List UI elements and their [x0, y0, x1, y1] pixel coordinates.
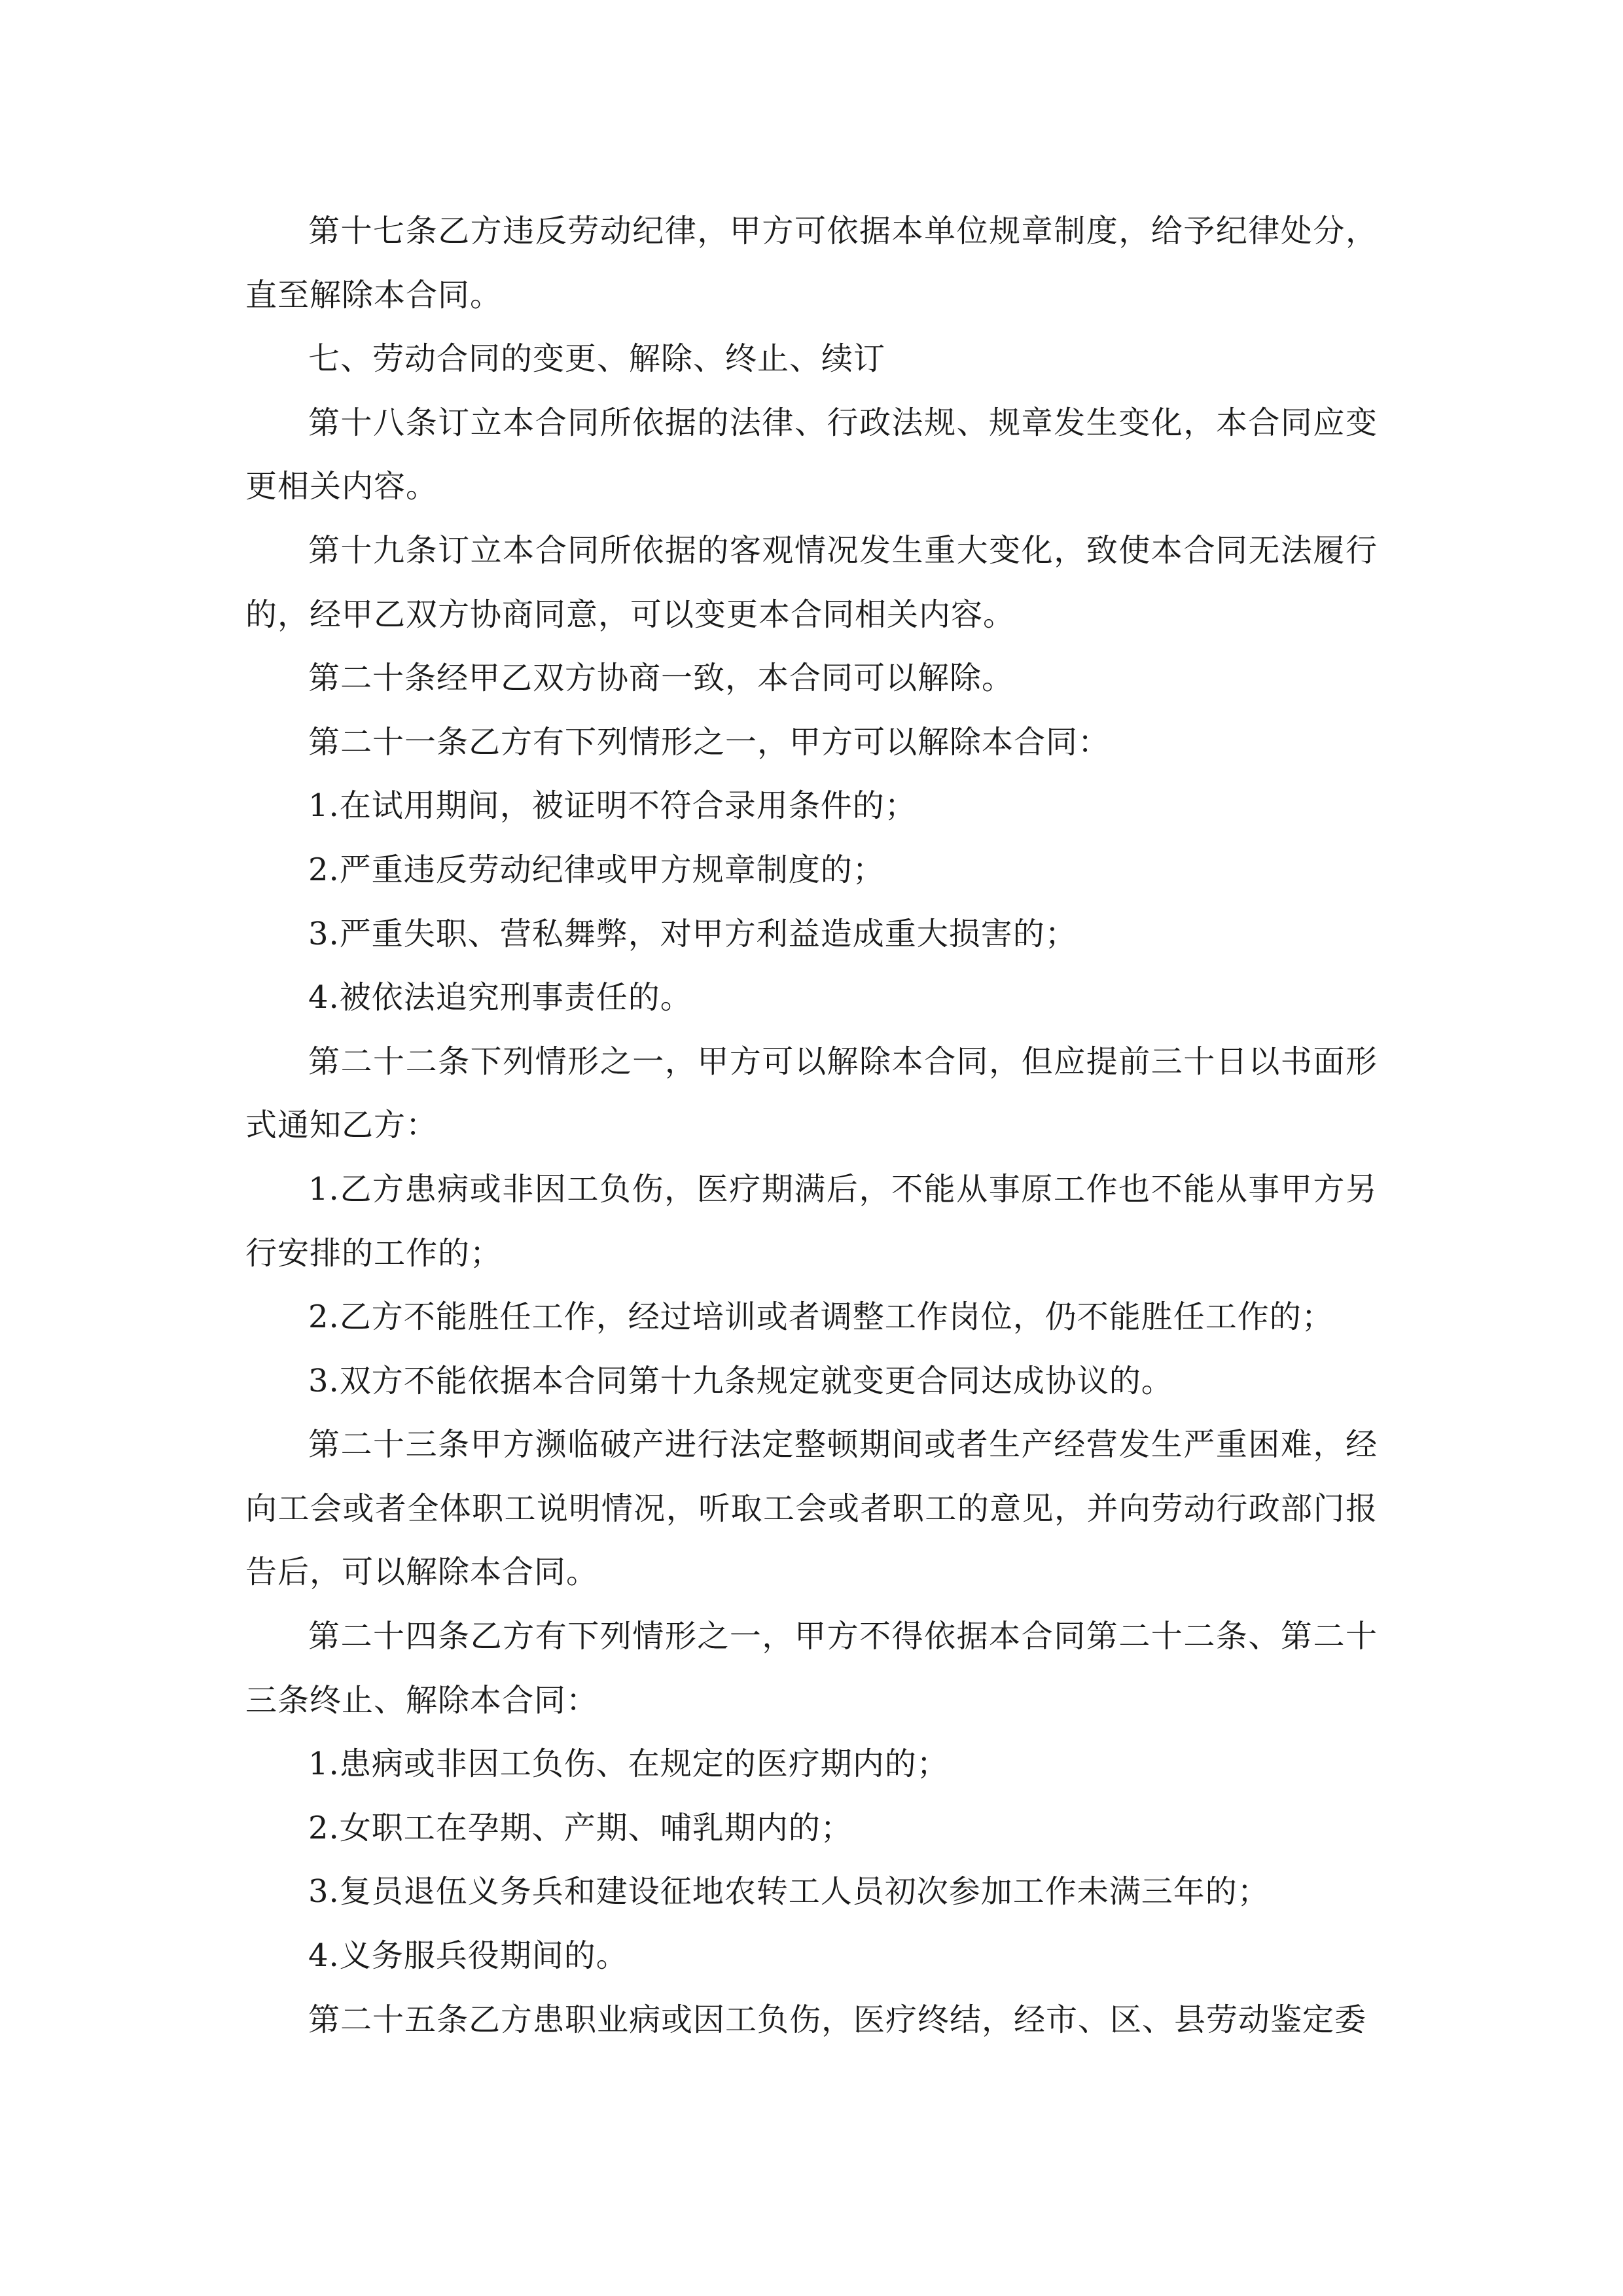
list-item: 2.严重违反劳动纪律或甲方规章制度的；: [308, 851, 885, 888]
list-item: 3.复员退伍义务兵和建设征地农转工人员初次参加工作未满三年的；: [308, 1873, 1270, 1910]
paragraph-article-18: 第十八条订立本合同所依据的法律、行政法规、规章发生变化，本合同应变更相关内容。: [245, 404, 1378, 505]
paragraph-article-24: 第二十四条乙方有下列情形之一，甲方不得依据本合同第二十二条、第二十三条终止、解除本合同：: [245, 1618, 1378, 1719]
paragraph-article-23: 第二十三条甲方濒临破产进行法定整顿期间或者生产经营发生严重困难，经向工会或者全体职工说明情况，听取工会或者职工的意见，并向劳动行政部门报告后，可以解除本合同。: [245, 1426, 1378, 1591]
list-item: 4.被依法追究刑事责任的。: [308, 979, 692, 1016]
list-item: 1.乙方患病或非因工负伤，医疗期满后，不能从事原工作也不能从事甲方另行安排的工作的；: [245, 1170, 1378, 1272]
list-item: 2.女职工在孕期、产期、哺乳期内的；: [308, 1809, 853, 1846]
list-item: 3.严重失职、营私舞弊，对甲方利益造成重大损害的；: [308, 915, 1077, 952]
list-item: 3.双方不能依据本合同第十九条规定就变更合同达成协议的。: [308, 1362, 1173, 1399]
list-item: 1.在试用期间，被证明不符合录用条件的；: [308, 787, 917, 825]
paragraph-article-21: 第二十一条乙方有下列情形之一，甲方可以解除本合同：: [308, 723, 1111, 761]
paragraph-article-25: 第二十五条乙方患职业病或因工负伤，医疗终结，经市、区、县劳动鉴定委: [308, 2001, 1367, 2038]
paragraph-article-20: 第二十条经甲乙双方协商一致，本合同可以解除。: [308, 660, 1014, 697]
list-item: 1.患病或非因工负伤、在规定的医疗期内的；: [308, 1746, 949, 1783]
section-heading-7: 七、劳动合同的变更、解除、终止、续订: [308, 340, 886, 378]
paragraph-article-19: 第十九条订立本合同所依据的客观情况发生重大变化，致使本合同无法履行的，经甲乙双方协商同意，可以变更本合同相关内容。: [245, 531, 1378, 633]
list-item: 2.乙方不能胜任工作，经过培训或者调整工作岗位，仍不能胜任工作的；: [308, 1299, 1334, 1336]
document-body: [245, 200, 1378, 2052]
list-item: 4.义务服兵役期间的。: [308, 1937, 628, 1975]
paragraph-article-17: 第十七条乙方违反劳动纪律，甲方可依据本单位规章制度，给予纪律处分，直至解除本合同。: [245, 213, 1378, 314]
paragraph-article-22: 第二十二条下列情形之一，甲方可以解除本合同，但应提前三十日以书面形式通知乙方：: [245, 1043, 1378, 1144]
